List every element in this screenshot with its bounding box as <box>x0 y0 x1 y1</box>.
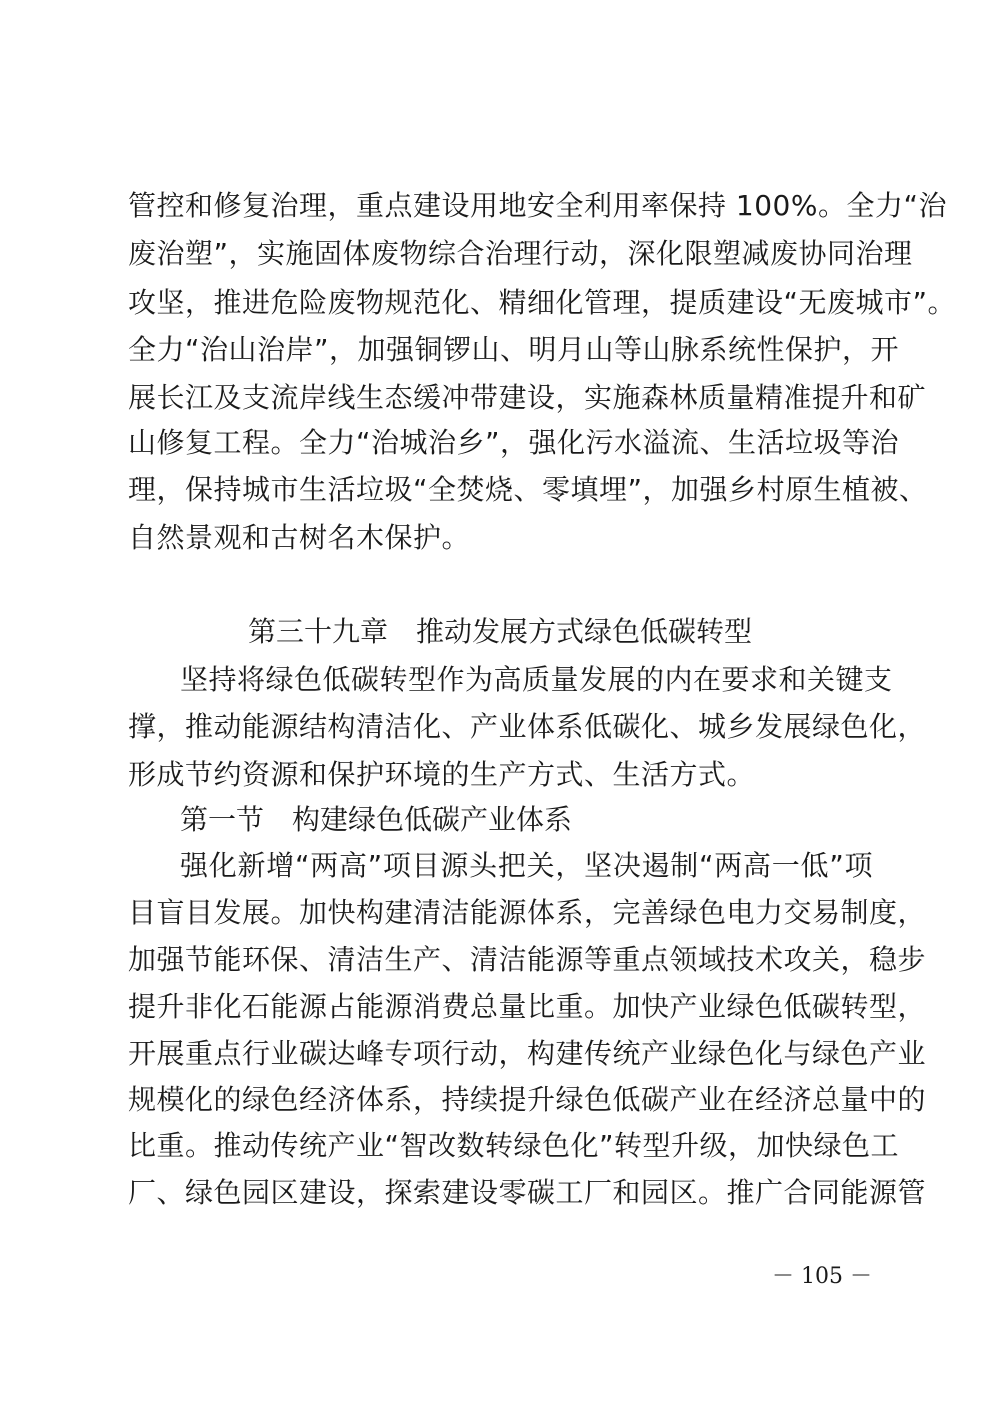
paragraph-line: 自然景观和古树名木保护。 <box>128 521 471 554</box>
paragraph-line: 坚持将绿色低碳转型作为高质量发展的内在要求和关键支 <box>180 663 893 696</box>
paragraph-line: 山修复工程。全力“治城治乡”，强化污水溢流、生活垃圾等治 <box>128 426 900 459</box>
paragraph-line: 厂、绿色园区建设，探索建设零碳工厂和园区。推广合同能源管 <box>128 1176 927 1209</box>
paragraph-line: 比重。推动传统产业“智改数转绿色化”转型升级，加快绿色工 <box>128 1129 900 1162</box>
paragraph-line: 废治塑”，实施固体废物综合治理行动，深化限塑减废协同治理 <box>128 237 913 270</box>
chapter-heading: 第三十九章 推动发展方式绿色低碳转型 <box>247 615 752 648</box>
page-number: － 105 － <box>772 1264 872 1289</box>
paragraph-line: 管控和修复治理，重点建设用地安全利用率保持 100%。全力“治 <box>128 189 947 222</box>
paragraph-line: 规模化的绿色经济体系，持续提升绿色低碳产业在经济总量中的 <box>128 1083 927 1116</box>
paragraph-line: 目盲目发展。加快构建清洁能源体系，完善绿色电力交易制度， <box>128 896 927 929</box>
paragraph-line: 提升非化石能源占能源消费总量比重。加快产业绿色低碳转型， <box>128 990 927 1023</box>
paragraph-line: 撑，推动能源结构清洁化、产业体系低碳化、城乡发展绿色化， <box>128 710 927 743</box>
paragraph-line: 形成节约资源和保护环境的生产方式、生活方式。 <box>128 758 756 791</box>
paragraph-line: 展长江及支流岸线生态缓冲带建设，实施森林质量精准提升和矿 <box>128 381 927 414</box>
section-heading: 第一节 构建绿色低碳产业体系 <box>180 803 573 836</box>
paragraph-line: 攻坚，推进危险废物规范化、精细化管理，提质建设“无废城市”。 <box>128 286 957 319</box>
paragraph-line: 开展重点行业碳达峰专项行动，构建传统产业绿色化与绿色产业 <box>128 1037 927 1070</box>
paragraph-line: 加强节能环保、清洁生产、清洁能源等重点领域技术攻关，稳步 <box>128 943 927 976</box>
paragraph-line: 强化新增“两高”项目源头把关，坚决遏制“两高一低”项 <box>180 849 873 882</box>
paragraph-line: 全力“治山治岸”，加强铜锣山、明月山等山脉系统性保护，开 <box>128 333 900 366</box>
paragraph-line: 理，保持城市生活垃圾“全焚烧、零填埋”，加强乡村原生植被、 <box>128 473 928 506</box>
